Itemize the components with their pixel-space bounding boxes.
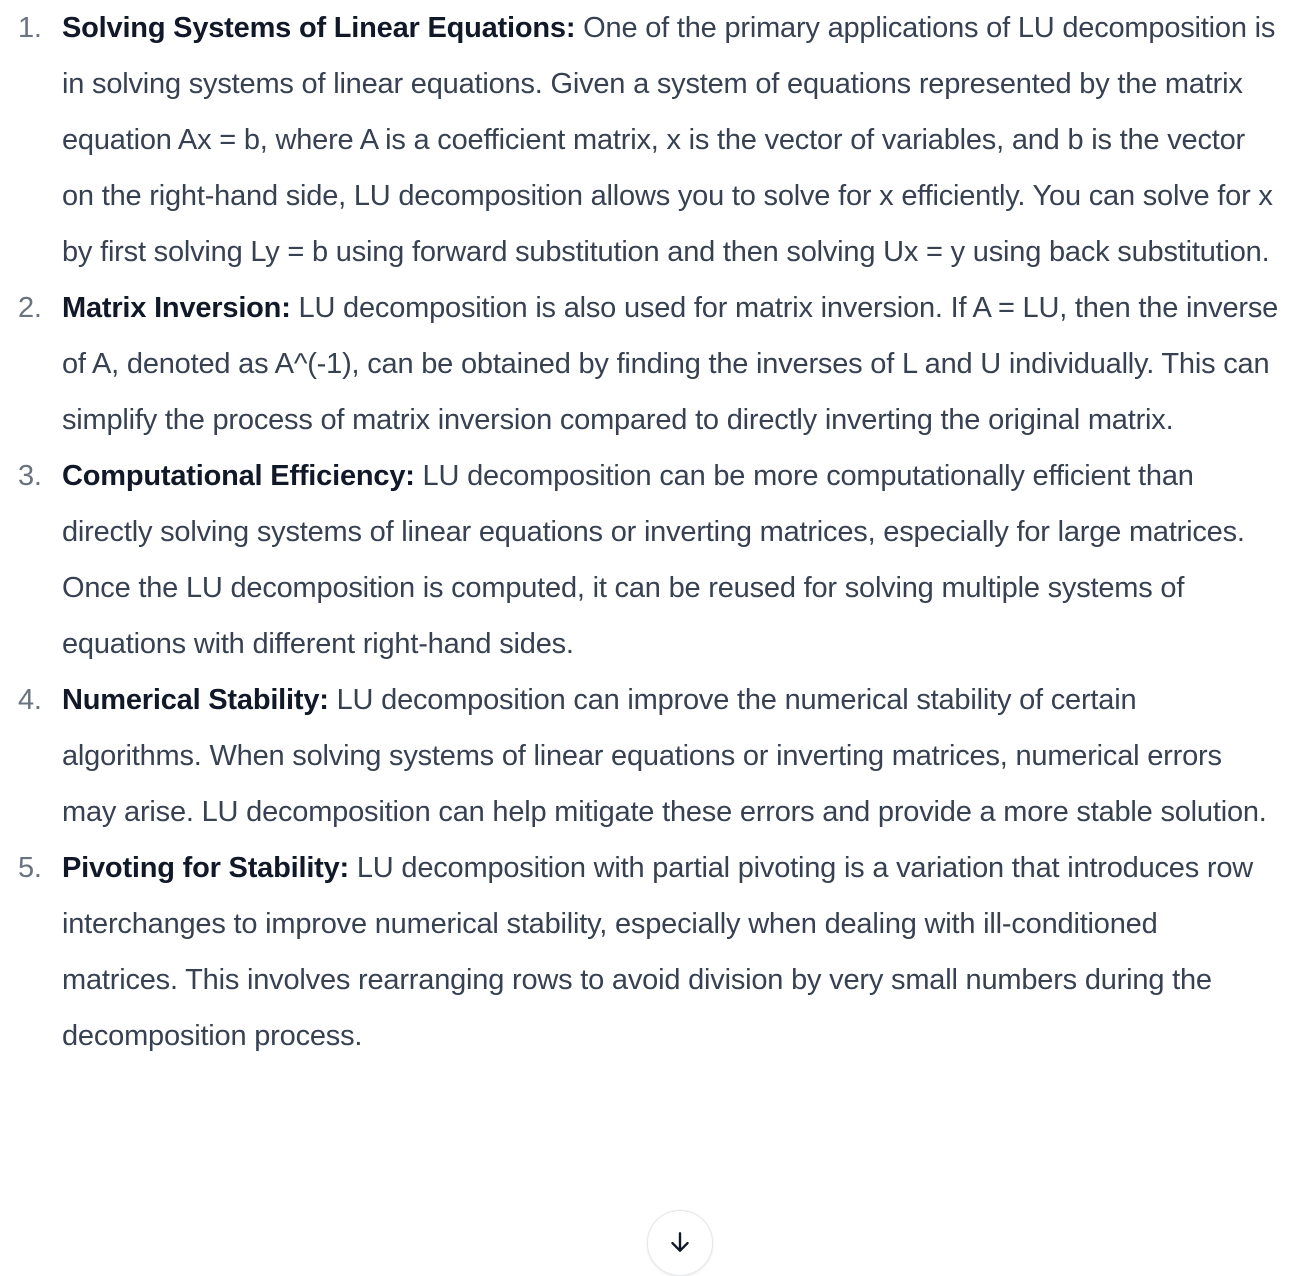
item-term: Pivoting for Stability:	[62, 852, 350, 884]
list-item	[0, 840, 1308, 1064]
list-number: 2.	[18, 292, 42, 324]
list-number: 5.	[18, 852, 42, 884]
list-item	[0, 0, 1308, 280]
item-term: Solving Systems of Linear Equations:	[62, 12, 576, 44]
item-term: Matrix Inversion:	[62, 292, 291, 324]
item-text: LU decomposition can be more computationally efficient than directly solving systems of linear equations or inverting matrices, especially for large matrices. Once the LU decomposition is computed, it can be reused for solving multiple systems of equations with different right-hand sides.	[62, 460, 1245, 660]
list-item	[0, 448, 1308, 672]
item-term: Numerical Stability:	[62, 684, 329, 716]
item-text: LU decomposition is also used for matrix inversion. If A = LU, then the inverse of A, denoted as A^(-1), can be obtained by finding the inverses of L and U individually. This can simplify the process of matrix inversion compared to directly inverting the original matrix.	[62, 292, 1279, 436]
list-item	[0, 672, 1308, 840]
item-text: LU decomposition with partial pivoting is a variation that introduces row interchanges to improve numerical stability, especially when dealing with ill-conditioned matrices. This involves rearranging rows to avoid division by very small numbers during the decomposition process.	[62, 852, 1254, 1052]
list-number: 4.	[18, 684, 42, 716]
scroll-to-bottom-button[interactable]	[647, 1210, 713, 1276]
list-item	[0, 280, 1308, 448]
list-number: 1.	[18, 12, 42, 44]
item-text: One of the primary applications of LU decomposition is in solving systems of linear equations. Given a system of equations represented by the matrix equation Ax = b, where A is a coefficient matrix, x is the vector of variables, and b is the vector on the right-hand side, LU decomposition allows you to solve for x efficiently. You can solve for x by first solving Ly = b using forward substitution and then solving Ux = y using back substitution.	[62, 12, 1276, 268]
item-text: LU decomposition can improve the numerical stability of certain algorithms. When solving systems of linear equations or inverting matrices, numerical errors may arise. LU decomposition can help mitigate these errors and provide a more stable solution.	[62, 684, 1267, 828]
list-number: 3.	[18, 460, 42, 492]
item-term: Computational Efficiency:	[62, 460, 415, 492]
arrow-down-icon	[667, 1229, 693, 1255]
